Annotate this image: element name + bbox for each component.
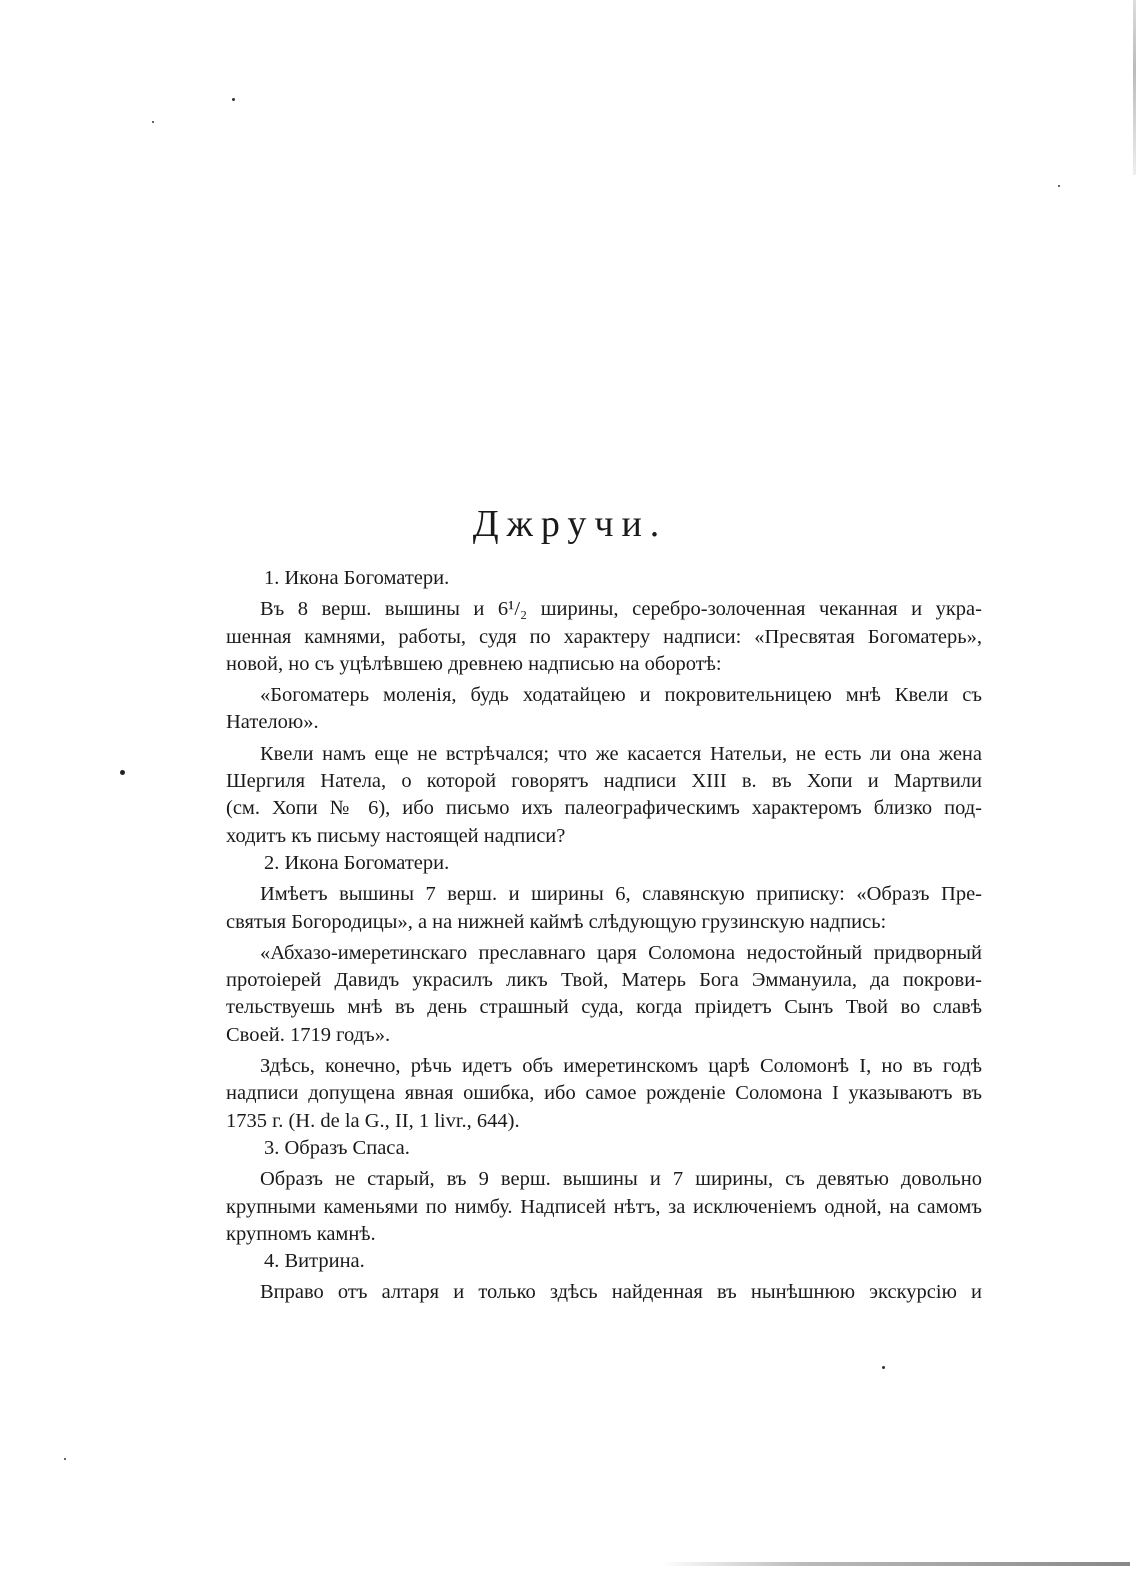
scan-speck [152, 121, 154, 123]
scan-speck [64, 1458, 66, 1460]
text-line: Вправо отъ алтаря и только здѣсь найденная въ нынѣшнюю экскурсію и [260, 1281, 982, 1304]
document-body [226, 565, 982, 1307]
text-line: Квели намъ еще не встрѣчался; что же касается Нательи, не есть ли она жена [260, 742, 982, 765]
paragraph [226, 1166, 982, 1248]
paragraph [226, 940, 982, 1049]
text-line: крупномъ камнѣ. [226, 1222, 376, 1245]
text-line: святыя Богородицы», а на нижней каймѣ слѣдующую грузинскую надпись: [226, 910, 887, 933]
text-line: шенная камнями, работы, судя по характеру надписи: «Пресвятая Богоматерь», [226, 625, 982, 648]
item-heading: 3. Образъ Спаса. [264, 1136, 410, 1159]
text-line: Имѣетъ вышины 7 верш. и ширины 6, славянскую приписку: «Образъ Пре- [260, 883, 982, 906]
scan-speck [1058, 185, 1060, 187]
edge-shadow [1133, 0, 1136, 175]
text-line: крупными каменьями по нимбу. Надписей нѣтъ, за исключеніемъ одной, на самомъ [226, 1195, 982, 1218]
text-line: Нателою». [226, 711, 319, 734]
scan-speck [882, 1366, 885, 1369]
text-line: (см. Хопи № 6), ибо письмо ихъ палеографическимъ характеромъ близко под- [226, 797, 982, 820]
page-title: Джручи. [472, 503, 668, 545]
item-heading: 4. Витрина. [264, 1250, 365, 1273]
text-line: тельствуешь мнѣ въ день страшный суда, когда пріидетъ Сынъ Твой во славѣ [226, 996, 982, 1019]
paragraph [226, 741, 982, 850]
text-line: новой, но съ уцѣлѣвшею древнею надписью на оборотѣ: [226, 652, 722, 675]
item-heading: 2. Икона Богоматери. [264, 851, 450, 874]
paragraph [226, 596, 982, 678]
text-line: 1735 г. (H. de la G., II, 1 livr., 644). [226, 1109, 520, 1132]
text-line: «Богоматерь моленія, будь ходатайцею и покровительницею мнѣ Квели съ [260, 684, 982, 707]
margin-mark [120, 770, 125, 775]
text-line: Здѣсь, конечно, рѣчь идетъ объ имеретинскомъ царѣ Соломонѣ I, но въ годѣ [260, 1055, 982, 1078]
text-line: Шергиля Натела, о которой говорятъ надписи XIII в. въ Хопи и Мартвили [226, 770, 982, 793]
text-line: ходитъ къ письму настоящей надписи? [226, 824, 566, 847]
paragraph [226, 682, 982, 737]
text-line: надписи допущена явная ошибка, ибо самое рожденіе Соломона I указываютъ въ [226, 1082, 982, 1105]
paragraph [226, 1053, 982, 1135]
text-line: «Абхазо-имеретинскаго преславнаго царя Соломона недостойный придворный [260, 941, 982, 964]
text-line: Своей. 1719 годъ». [226, 1023, 391, 1046]
text-line: Образъ не старый, въ 9 верш. вышины и 7 ширины, съ девятью довольно [260, 1168, 982, 1191]
paragraph [226, 1279, 982, 1306]
text-line: протоіерей Давидъ украсилъ ликъ Твой, Матерь Бога Эммануила, да покрови- [226, 969, 982, 992]
scan-speck [232, 98, 235, 101]
bottom-edge [660, 1562, 1130, 1566]
item-heading: 1. Икона Богоматери. [264, 567, 450, 589]
paragraph [226, 881, 982, 936]
text-line: Въ 8 верш. вышины и 6¹/₂ ширины, серебро-золоченная чеканная и укра- [260, 598, 982, 621]
